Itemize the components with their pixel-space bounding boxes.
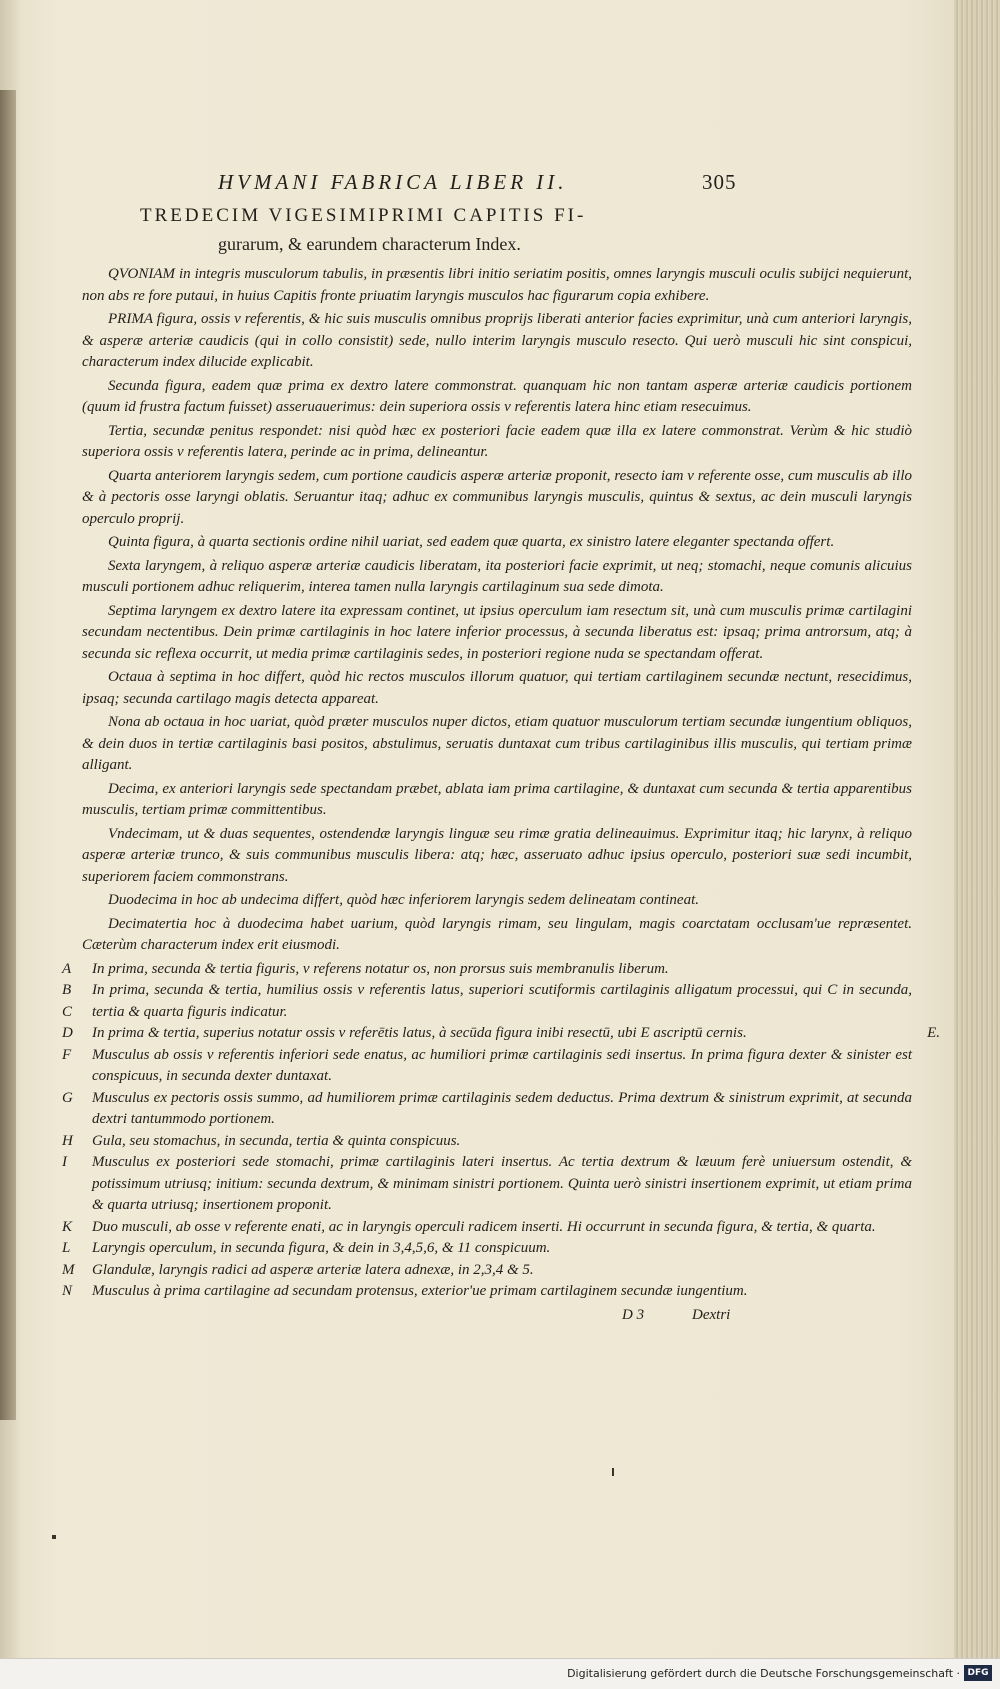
index-letter: D	[62, 1025, 73, 1041]
funding-notice: Digitalisierung gefördert durch die Deutsche Forschungsgemeinschaft ·	[567, 1667, 960, 1680]
index-text: In prima, secunda & tertia figuris, v referens notatur os, non prorsus suis membranulis liberum.	[92, 960, 669, 977]
index-text: Musculus ab ossis v referentis inferiori sede enatus, ac humiliori primæ cartilaginis sedi insertus. In prima figura dexter & sinister est conspicuus, in secunda dexter duntaxat.	[92, 1046, 912, 1084]
catchword: Dextri	[692, 1306, 731, 1323]
index-text: Gula, seu stomachus, in secunda, tertia & quinta conspicuus.	[92, 1132, 461, 1149]
index-letter: N	[62, 1283, 73, 1299]
page-edges	[954, 0, 1000, 1689]
index-letter: G	[62, 1089, 73, 1106]
paragraph: Decima, ex anteriori laryngis sede spectandam præbet, ablata iam prima cartilagine, & duntaxat cum secunda & tertia apparentibus musculis, tertiam primæ committentibus.	[82, 780, 912, 818]
ink-speck	[612, 1468, 614, 1476]
index-letter: I	[62, 1154, 67, 1170]
index-letter: B	[62, 982, 72, 998]
index-entry-b	[62, 980, 912, 1023]
index-entry-g	[62, 1088, 912, 1131]
paragraph: Septima laryngem ex dextro latere ita expressam continet, ut ipsius operculum iam resectum sit, unà cum musculis primæ cartilagini secundam nectentibus. Dein primæ cartilaginis in hoc latere inferior processus, à secunda liberatus est: ipsaq; prima antrorsum, atq; à secunda sic reflexa occurrit, ut media primæ cartilaginis sedes, in posteriori regione nuda se spectandam offerat.	[82, 602, 912, 662]
page-number: 305	[702, 170, 737, 194]
paragraph: QVONIAM in integris musculorum tabulis, in præsentis libri initio seriatim positis, omnes laryngis musculi oculis subijci nequierunt, non abs re fore putaui, in huius Capitis fronte priuatim laryngis musculos hac figurarum copia exhibere.	[82, 266, 912, 304]
index-entry-d	[62, 1023, 940, 1045]
dfg-logo-icon: DFG	[964, 1665, 992, 1681]
index-text: Musculus ex posteriori sede stomachi, primæ cartilaginis lateri insertus. Ac tertia dextrum & læuum ferè uniuersum ostendit, & potissimum utriusq; initium: secunda dextrum, & minimam sinistri portionem. Quinta uerò sinistri insertionem exprimit, ut etiam prima & quarta utriusq; insertionem proponit.	[92, 1154, 912, 1213]
body-text	[82, 264, 912, 957]
index-entry-a	[62, 959, 912, 981]
index-entry-f	[62, 1045, 912, 1088]
index-entry-l	[62, 1238, 912, 1260]
paragraph: Quarta anteriorem laryngis sedem, cum portione caudicis asperæ arteriæ proponit, resecto iam v referente osse, cum musculis ab illo & à pectoris osse laryngi oblatis. Seruantur itaq; adhuc ex communibus laryngis musculis, quintus & sextus, ac dein musculi laryngis operculo proprij.	[82, 467, 912, 527]
index-letter: K	[62, 1218, 73, 1235]
paragraph: PRIMA figura, ossis v referentis, & hic suis musculis omnibus proprijs liberati anterior facies exprimitur, unà cum anteriori laryngis, & asperæ arteriæ caudicis (qui in collo consistit) sede, nullo interim laryngis musculo resecto. Qui uerò musculi hic sint conspicui, characterum index dilucide explicabit.	[82, 311, 912, 370]
paragraph: Nona ab octaua in hoc uariat, quòd præter musculos nuper dictos, etiam quatuor musculorum tertiam secundæ iungentium obliquos, & dein duos in tertiæ cartilaginis basi positos, abstulimus, seruatis duntaxat cum tribus cartilaginibus illis musculis, qui tertiam primæ alligant.	[82, 714, 912, 773]
signature-mark: D 3	[622, 1306, 645, 1323]
footer-bar	[0, 1658, 1000, 1689]
binding-edge	[0, 90, 16, 1420]
index-letter: L	[62, 1240, 71, 1256]
index-entry-n	[62, 1281, 912, 1303]
index-letter: H	[62, 1132, 73, 1149]
index-letter: C	[62, 1003, 73, 1020]
index-entry-k	[62, 1217, 912, 1239]
paragraph: Quinta figura, à quarta sectionis ordine nihil uariat, sed eadem quæ quarta, ex sinistro latere eleganter spectanda offert.	[108, 534, 835, 550]
paragraph: Tertia, secundæ penitus respondet: nisi quòd hæc ex posteriori facie eadem quæ illa ex latere commonstrat. Verùm & hic studiò superiora ossis v referentis latera, perinde ac in prima, delineantur.	[82, 422, 912, 460]
index-text: Musculus ex pectoris ossis summo, ad humiliorem primæ cartilaginis sedem deductus. Prima dextrum & sinistrum exprimit, at secunda dextri tantummodo portionem.	[92, 1089, 912, 1127]
running-head	[82, 170, 912, 196]
index-text: Glandulæ, laryngis radici ad asperæ arteriæ latera adnexæ, in 2,3,4 & 5.	[92, 1261, 534, 1278]
index-text: Duo musculi, ab osse v referente enati, ac in laryngis operculi radicem inserti. Hi occurrunt in secunda figura, & tertia, & quarta.	[92, 1218, 876, 1235]
paragraph: Sexta laryngem, à reliquo asperæ arteriæ caudicis liberatam, ita posteriori facie exprimit, ut neq; stomachi, neque comunis alicuius musculi portionem adhuc reliquerim, interea tamen nulla laryngis cartilaginum sua sede dimota.	[82, 557, 912, 595]
paragraph: Secunda figura, eadem quæ prima ex dextro latere commonstrat. quanquam hic non tantam asperæ arteriæ caudicis portionem (quum id frustra factum fuisset) asseruauerimus: dein superiora ossis v referentis latera hinc etiam resecuimus.	[82, 377, 912, 415]
running-head-title: HVMANI FABRICA LIBER II.	[218, 170, 568, 194]
index-entry-i	[62, 1152, 912, 1217]
index-text: In prima, secunda & tertia, humilius ossis v referentis latus, superiori scutiformis cartilaginis alligatum processui, qui C in secunda, tertia & quarta figuris indicatur.	[92, 982, 912, 1020]
index-text: Musculus à prima cartilagine ad secundam protensus, exterior'ue primam cartilaginem secundæ iungentium.	[92, 1283, 748, 1299]
chapter-title: TREDECIM VIGESIMIPRIMI CAPITIS FI-	[140, 205, 587, 226]
index-text: Laryngis operculum, in secunda figura, & dein in 3,4,5,6, & 11 conspicuum.	[92, 1240, 551, 1256]
index-letter: M	[62, 1261, 75, 1278]
index-entry-h	[62, 1131, 912, 1153]
margin-note: E.	[927, 1025, 940, 1041]
index-letter: F	[62, 1046, 72, 1063]
paragraph: Duodecima in hoc ab undecima differt, quòd hæc inferiorem laryngis sedem delineatam contineat.	[108, 892, 700, 908]
page-content	[62, 170, 940, 1331]
catchline	[82, 1307, 912, 1331]
index-letter: A	[62, 960, 72, 977]
index-text: In prima & tertia, superius notatur ossis v referētis latus, à secūda figura inibi resectū, ubi E ascriptū cernis.	[92, 1025, 747, 1041]
paragraph: Vndecimam, ut & duas sequentes, ostendendæ laryngis linguæ seu rimæ gratia delineauimus. Exprimitur itaq; hic larynx, à reliquo asperæ arteriæ trunco, & suis communibus musculis libera: atq; hæc, asseruato adhuc ipsius operculo, posteriori suæ sedi incumbit, superiorem faciem commonstrans.	[82, 825, 912, 885]
paragraph: Octaua à septima in hoc differt, quòd hic rectos musculos illorum quatuor, qui tertiam cartilaginem secundæ nectunt, resecidimus, ipsaq; secunda cartilago magis detecta appareat.	[82, 669, 912, 707]
index-entry-m	[62, 1260, 912, 1282]
ink-speck	[52, 1535, 56, 1539]
character-index	[62, 959, 940, 1303]
chapter-subtitle: gurarum, & earundem characterum Index.	[218, 234, 521, 254]
paragraph: Decimatertia hoc à duodecima habet uarium, quòd laryngis rimam, seu lingulam, magis coarctatam occlusam'ue repræsentet. Cæterùm characterum index erit eiusmodi.	[82, 915, 912, 953]
